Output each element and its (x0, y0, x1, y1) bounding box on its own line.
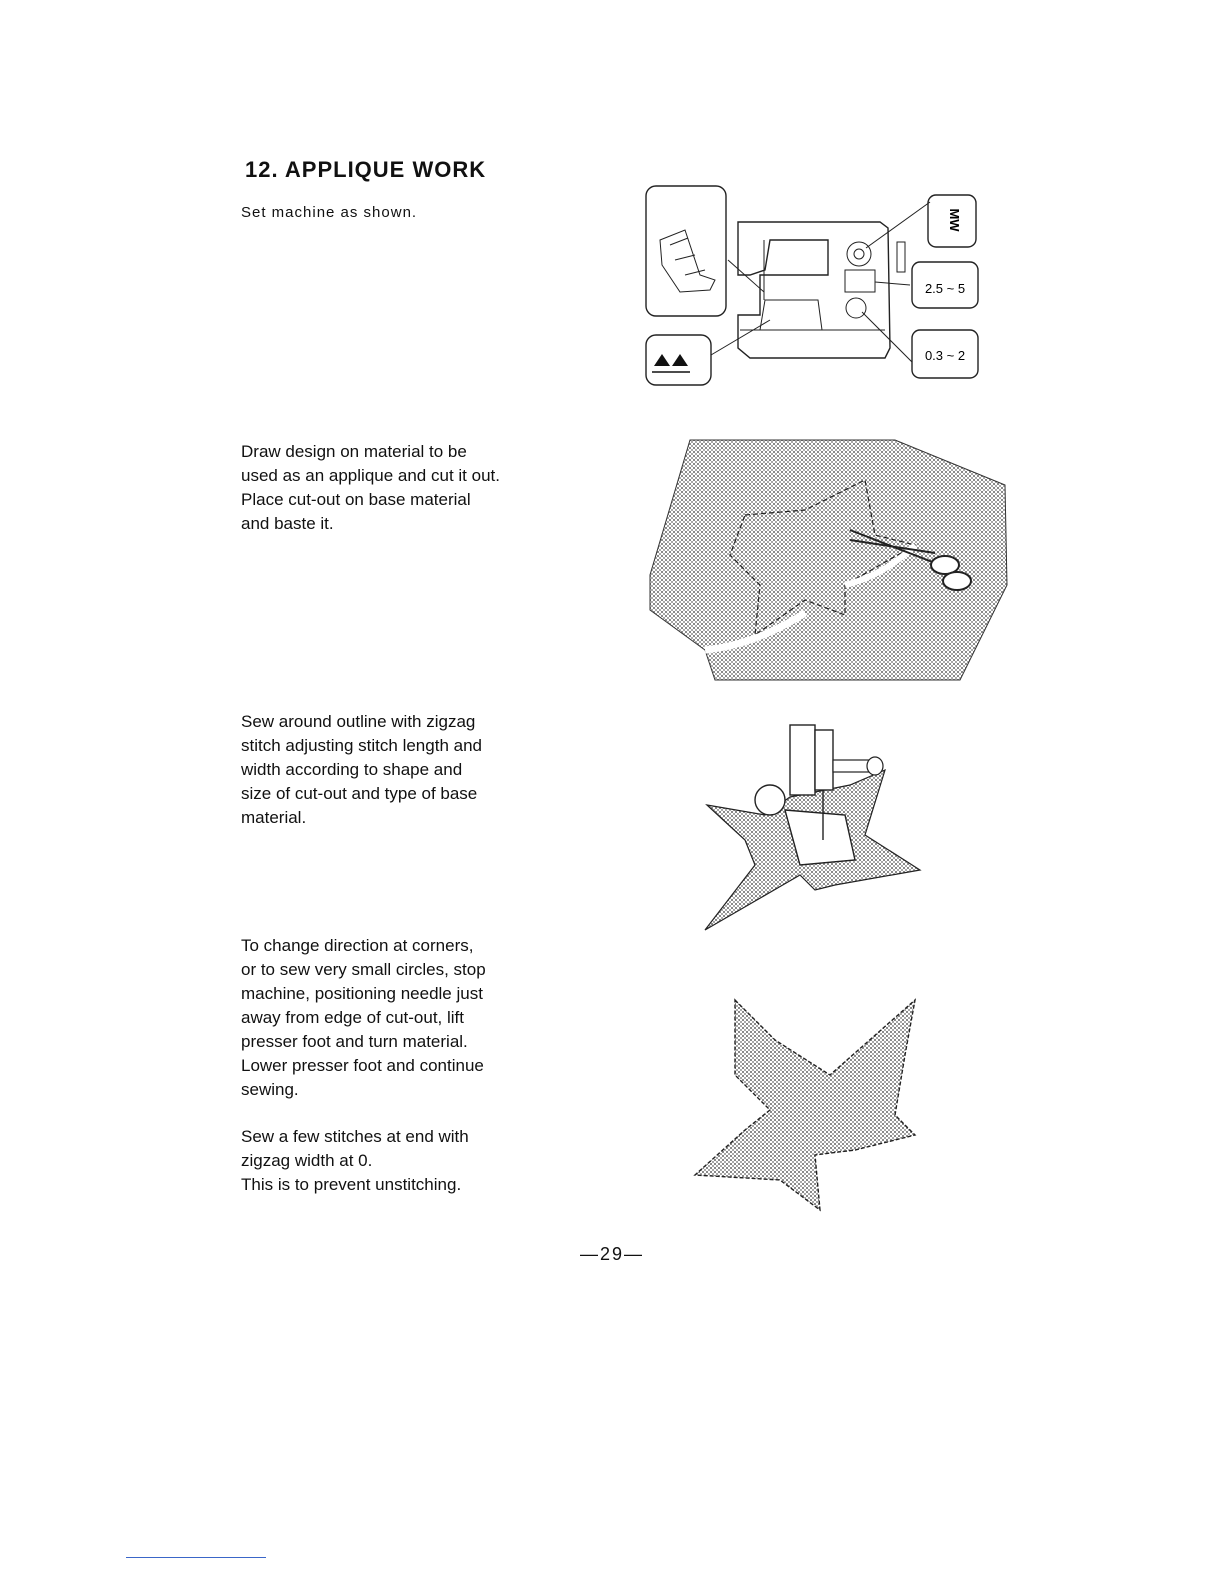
finished-applique-figure (690, 995, 930, 1215)
stitch-width-setting: 0.3 ~ 2 (924, 348, 966, 363)
section-title (245, 157, 486, 183)
stitch-dial-icon (847, 242, 871, 266)
cutting-applique-figure (645, 435, 1010, 685)
machine-settings-figure (640, 180, 990, 400)
step-2-text: Sew around outline with zigzag stitch adjusting stitch length and width according to shape and size of cut-out and type of base material. (241, 712, 482, 827)
section-heading: APPLIQUE WORK (284, 157, 487, 182)
bottom-rule (126, 1557, 266, 1558)
stitched-applique-leaf (695, 1000, 915, 1210)
step-1-text: Draw design on material to be used as an applique and cut it out. Place cut-out on base material and baste it. (241, 442, 500, 533)
section-number: 12. (245, 157, 279, 182)
page-number: —29— (579, 1244, 645, 1264)
intro-text: Set machine as shown. (241, 204, 418, 221)
width-dial-icon (846, 298, 866, 318)
stitch-length-setting: 2.5 ~ 5 (924, 281, 966, 296)
stitch-pattern-label: MW (947, 208, 962, 232)
step-4-text: Sew a few stitches at end with zigzag width at 0. This is to prevent unstitching. (241, 1127, 469, 1194)
presser-foot-icon (660, 230, 715, 292)
feed-dog-icon (654, 354, 688, 366)
sewing-outline-figure (695, 715, 935, 945)
step-3-text: To change direction at corners, or to sew very small circles, stop machine, positioning needle just away from edge of cut-out, lift presser foot and turn material. Lower presser foot and continue sewing. (241, 936, 486, 1099)
